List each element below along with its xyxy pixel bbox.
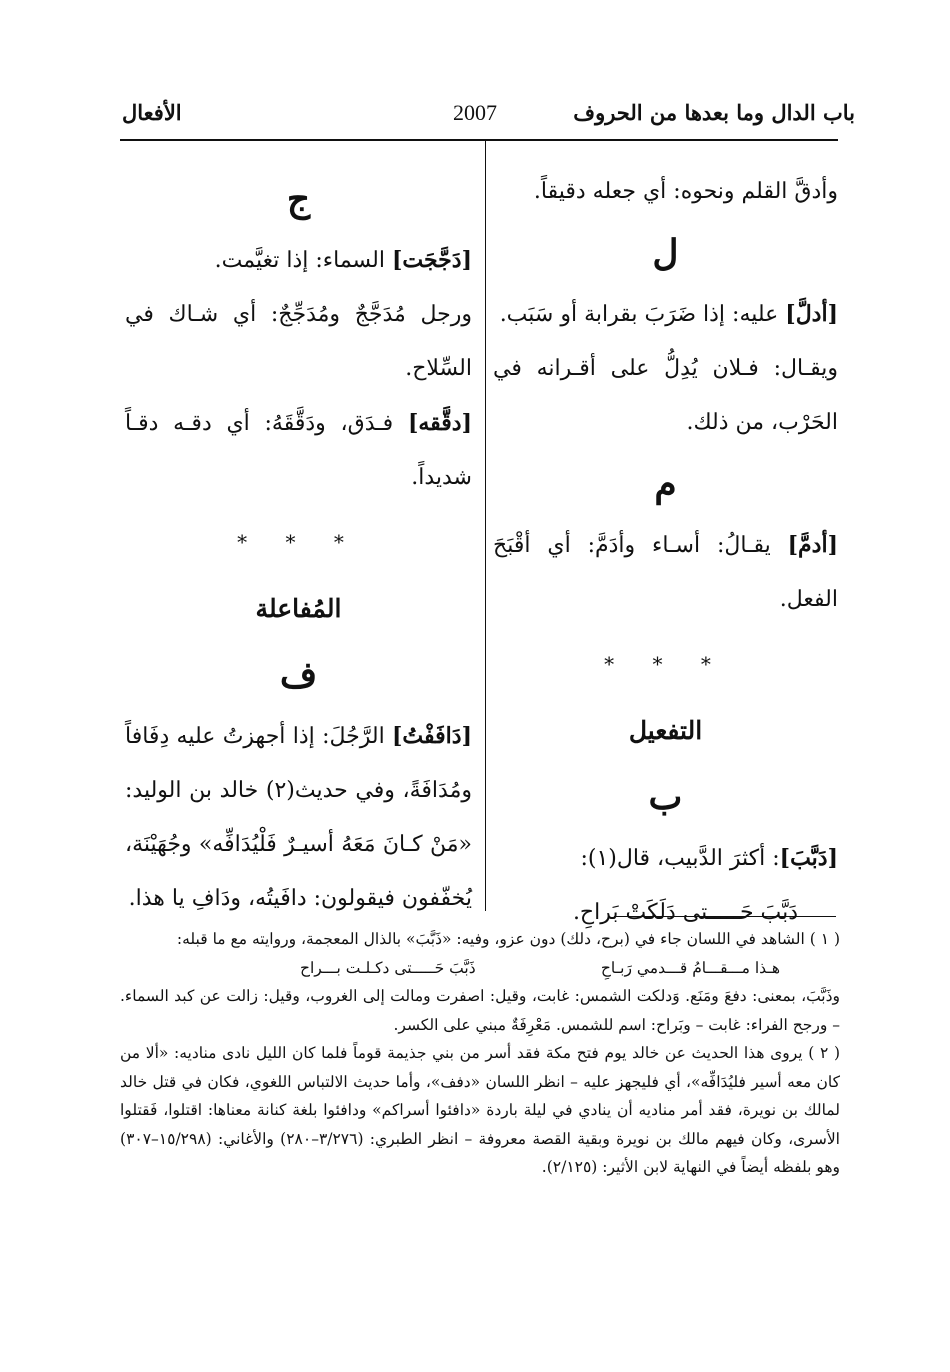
footnote-1-continuation: وذَبَّبَ، بمعنى: دفعَ ومَنَع. وَدلكت الشمس: غابت، وقيل: اصفرت ومالت إلى الغروب، وقيل: زالت عن كبد السماء. – ورجح الفراء: غابت – وبَراح: اسم للشمس. مَعْرِفَةٌ مبني على الكسر. — [120, 987, 840, 1034]
entry-text: يقـالُ: أسـاء وأدَمَّ: أي أقْبَحَ الفعل. — [493, 533, 838, 612]
letter-heading-fa: ف — [279, 654, 318, 696]
poetry-verse: دَبَّبَ حَـــــتى دَلَكَتْ بَراحِ. — [572, 900, 799, 925]
verse-hemistich-2: ذَبَّبَ حَـــــتى دكـلـت بـــراح — [300, 958, 476, 977]
entry-adamm — [493, 518, 838, 627]
letter-heading-lam: ل — [652, 232, 679, 274]
section-separator: * * * — [237, 530, 360, 554]
entry-text: فـدَق، ودَقَّقَهُ: أي دقـه دقـاً شديداً. — [125, 411, 472, 490]
entry-daqqaqahu — [125, 396, 472, 505]
page-number: 2007 — [453, 100, 497, 125]
headword: [أدمَّ] — [787, 532, 838, 558]
footnotes — [120, 925, 840, 1182]
header-rule — [120, 139, 838, 141]
footnote-1-verse — [120, 954, 840, 983]
running-head-section: الأفعال — [122, 100, 182, 125]
headword: [دقَّقه] — [407, 410, 472, 436]
footnote-rule — [614, 916, 836, 917]
entry-text: السماء: إذا تغيَّمت. — [214, 248, 392, 273]
entry-dabbab — [493, 831, 838, 886]
letter-heading-mim: م — [654, 463, 677, 505]
headword: [دَبَّبَ] — [779, 845, 838, 871]
entry-text: الرَّجُلَ: إذا أجهزتُ عليه دِفَافاً ومُدَافَةً، وفي حديث(٢) خالد بن الوليد: «مَنْ كـانَ مَعَهُ أسيـرٌ فَلْيُدَافِّه» وجُهَيْنَة، يُخفّفون فيقولون: دافَيتُه، ودَافِ يا هذا. — [125, 724, 473, 911]
entry-text: : أكثرَ الدَّبيب، قال(١): — [580, 846, 780, 871]
entry-dajjajat — [125, 233, 472, 288]
footnote-1: ( ١ ) الشاهد في اللسان جاء في (برح، دلك) دون عزو، وفيه: «ذَبَّبَ» بالذال المعجمة، وروايته مع ما قبله: — [176, 930, 840, 948]
verse-hemistich-1: هـذا مـــقـــامُ قـــدمي رَبـاحِ — [600, 958, 780, 977]
headword: [دَجَّجَت] — [391, 247, 472, 273]
letter-heading-jim: ج — [286, 178, 311, 220]
entry-dafaftu — [125, 709, 472, 926]
left-column — [125, 165, 472, 926]
section-title-tafeel: التفعيل — [628, 716, 703, 745]
entry-adall-continuation: ويقـال: فـلان يُدِلُّ على أقـرانه في الحَرْب، من ذلك. — [493, 356, 838, 435]
right-column — [493, 165, 838, 940]
section-title-mufaala: المُفاعلة — [255, 594, 342, 623]
headword: [أدلَّ] — [785, 301, 838, 327]
running-head-chapter: باب الدال وما بعدها من الحروف — [573, 100, 855, 125]
entry-rajul: ورجل مُدَجَّجٌ ومُدَجِّجٌ: أي شـاك في السِّلاح. — [125, 302, 472, 381]
section-separator: * * * — [604, 652, 727, 676]
footnote-2: ( ٢ ) يروى هذا الحديث عن خالد يوم فتح مكة فقد أسر من بني جذيمة قوماً فلما كان الليل نادى مناديه: «ألا من كان معه أسير فليُدَافِّه»، أي فليجهز عليه – انظر اللسان «دفف»، وأما حديث الالتباس اللغوي، فكان في قتل خالد لمالك بن نويرة، فقد أمر مناديه أن ينادي في ليلة باردة «دافئوا أسراكم» ودافئوا بلغة كنانة معناها: اقتلوا، فَقتلوا الأسرى، وكان فيهم مالك بن نويرة وبقية القصة معروفة – انظر الطبري: (٣/٢٧٦–٢٨٠) والأغاني: (١٥/٢٩٨–٣٠٧) وهو بلفظه أيضاً في النهاية لابن الأثير: (٢/١٢٥). — [120, 1044, 840, 1176]
entry-adall — [493, 287, 838, 342]
column-divider — [485, 141, 486, 911]
headword: [دَافَفْتُ] — [392, 723, 472, 749]
entry-text: عليه: إذا ضَرَبَ بقرابة أو سَبَب. — [499, 302, 786, 327]
letter-heading-ba: ب — [648, 776, 683, 818]
intro-line: وأدقَّ القلم ونحوه: أي جعله دقيقاً. — [533, 179, 838, 204]
